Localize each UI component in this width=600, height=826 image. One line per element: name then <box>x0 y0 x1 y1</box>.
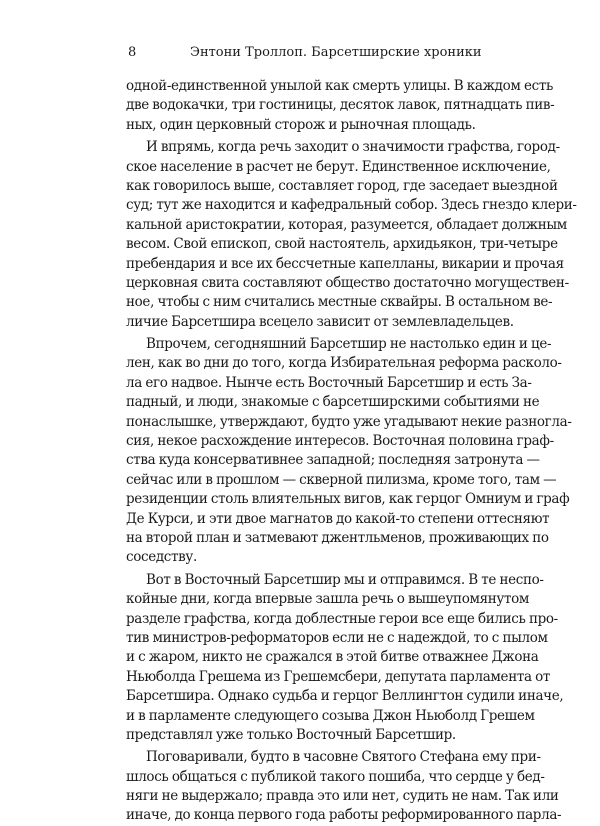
text-line: Впрочем, сегодняшний Барсетшир не настолько един и це- <box>146 336 552 353</box>
text-line: весом. Свой епископ, свой настоятель, архидьякон, три-четыре <box>126 236 558 253</box>
text-line: пребендария и все их бессчетные капелланы, викарии и прочая <box>126 255 564 272</box>
text-line: как говорилось выше, составляет город, где заседает выездной <box>126 177 558 194</box>
text-line: тив министров-реформаторов если не с надеждой, то с пылом <box>126 629 548 646</box>
text-line: Ньюболда Грешема из Грешемсбери, депутата парламента от <box>126 668 550 685</box>
text-line: представлял уже только Восточный Барсетшир. <box>126 726 456 743</box>
text-line: иначе, до конца первого года работы реформированного парла- <box>126 807 562 824</box>
text-line: сия, некое расхождение интересов. Восточная половина граф- <box>126 433 554 450</box>
text-line: личие Барсетшира всецело зависит от землевладельцев. <box>126 313 514 330</box>
text-line: и в парламенте следующего созыва Джон Ньюболд Грешем <box>126 707 535 724</box>
body-text <box>126 77 577 826</box>
text-line: две водокачки, три гостиницы, десяток лавок, пятнадцать пив- <box>126 97 555 114</box>
paragraph <box>126 748 562 826</box>
text-line: ское население в расчет не берут. Единственное исключение, <box>126 158 551 175</box>
text-line: Поговаривали, будто в часовне Святого Стефана ему при- <box>146 749 541 766</box>
text-line: лен, как во дни до того, когда Избирательная реформа расколо- <box>126 355 562 372</box>
text-line: соседству. <box>126 549 197 566</box>
text-line: ных, один церковный сторож и рыночная площадь. <box>126 116 476 133</box>
text-line: Вот в Восточный Барсетшир мы и отправимся. В те неспо- <box>146 571 544 588</box>
text-line: одной-единственной унылой как смерть улицы. В каждом есть <box>126 78 553 94</box>
paragraph <box>126 138 577 332</box>
text-line: ное, чтобы с ним считались местные сквайры. В остальном ве- <box>126 294 553 311</box>
text-line: няги не выдержало; правда это или нет, судить не нам. Так или <box>126 788 559 805</box>
text-line: Де Курси, и эти двое магнатов до какой-то степени оттесняют <box>126 510 550 527</box>
text-line: церковная свита составляют общество достаточно могуществен- <box>126 274 569 291</box>
text-line: и с жаром, никто не сражался в этой битве отважнее Джона <box>126 649 539 666</box>
paragraph <box>126 77 555 135</box>
page-number: 8 <box>128 45 137 60</box>
text-line: резиденции столь влиятельных вигов, как герцог Омниум и граф <box>126 491 570 508</box>
paragraph <box>126 571 564 746</box>
text-line: кальной аристократии, которая, разумеется, обладает должным <box>126 216 567 233</box>
text-line: суд; тут же находится и кафедральный собор. Здесь гнездо клери- <box>126 197 577 214</box>
running-title: Энтони Троллоп. Барсетширские хроники <box>190 45 482 60</box>
text-line: ла его надвое. Нынче есть Восточный Барсетшир и есть За- <box>126 374 532 391</box>
paragraph <box>126 335 572 568</box>
text-line: ства куда консервативнее западной; последняя затронута — <box>126 452 540 469</box>
text-line: разделе графства, когда доблестные герои все еще бились про- <box>126 610 558 627</box>
text-line: Барсетшира. Однако судьба и герцог Веллингтон судили иначе, <box>126 688 564 705</box>
text-line: сейчас или в прошлом — скверной пилизма, кроме того, там — <box>126 471 557 488</box>
text-line: падный, и люди, знакомые с барсетширскими событиями не <box>126 394 540 411</box>
running-header <box>128 44 488 62</box>
text-line: на второй план и затмевают джентльменов, проживающих по <box>126 529 549 546</box>
text-line: шлось общаться с публикой такого пошиба, что сердце у бед- <box>126 768 545 785</box>
text-line: койные дни, когда впервые зашла речь о вышеупомянутом <box>126 591 530 608</box>
text-line: И впрямь, когда речь заходит о значимости графства, город- <box>146 139 560 156</box>
text-line: понаслышке, утверждают, будто уже угадывают некие разногла- <box>126 413 572 430</box>
